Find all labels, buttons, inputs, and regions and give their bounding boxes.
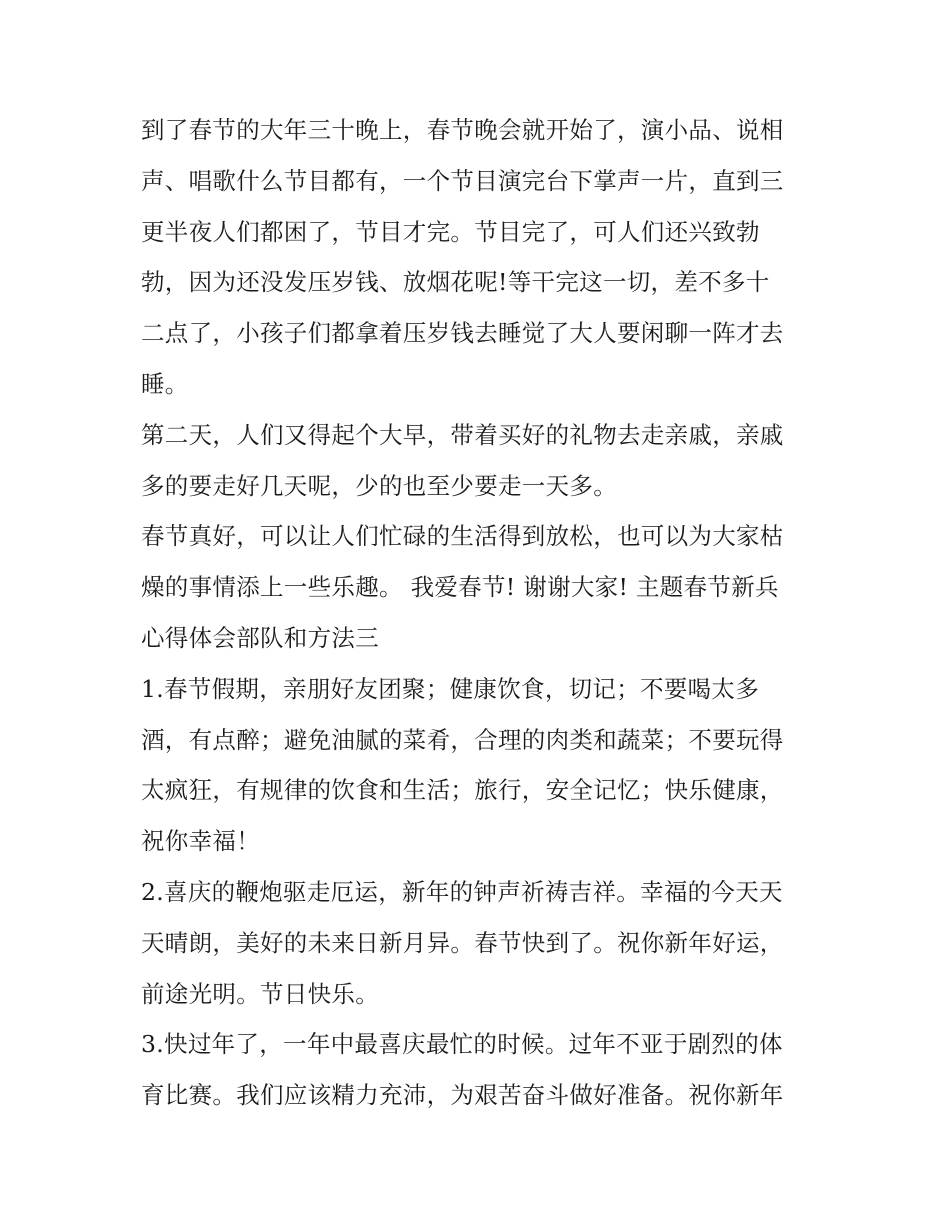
text-line-20: 育比赛。我们应该精力充沛，为艰苦奋斗做好准备。祝你新年 — [141, 1081, 784, 1110]
text-line-4: 勃，因为还没发压岁钱、放烟花呢!等干完这一切，差不多十 — [141, 268, 770, 297]
text-line-5: 二点了，小孩子们都拿着压岁钱去睡觉了大人要闲聊一阵才去 — [141, 319, 784, 348]
text-line-17: 天晴朗，美好的未来日新月异。春节快到了。祝你新年好运， — [141, 928, 784, 957]
text-line-18: 前途光明。节日快乐。 — [141, 979, 379, 1008]
text-line-12: 1.春节假期，亲朋好友团聚；健康饮食，切记；不要喝太多 — [141, 674, 760, 703]
text-line-3: 更半夜人们都困了，节目才完。节目完了，可人们还兴致勃 — [141, 217, 760, 246]
text-line-16: 2.喜庆的鞭炮驱走厄运，新年的钟声祈祷吉祥。幸福的今天天 — [141, 877, 783, 906]
text-line-7: 第二天，人们又得起个大早，带着买好的礼物去走亲戚，亲戚 — [141, 420, 784, 449]
text-line-8: 多的要走好几天呢，少的也至少要走一天多。 — [141, 471, 617, 500]
text-line-2: 声、唱歌什么节目都有，一个节目演完台下掌声一片，直到三 — [141, 166, 784, 195]
text-line-14: 太疯狂，有规律的饮食和生活；旅行，安全记忆；快乐健康， — [141, 776, 784, 805]
text-line-11: 心得体会部队和方法三 — [141, 623, 379, 652]
text-line-19: 3.快过年了，一年中最喜庆最忙的时候。过年不亚于剧烈的体 — [141, 1030, 783, 1059]
document-body — [141, 105, 821, 1121]
text-line-15: 祝你幸福！ — [141, 827, 260, 856]
text-line-9: 春节真好，可以让人们忙碌的生活得到放松，也可以为大家枯 — [141, 522, 784, 551]
text-line-6: 睡。 — [141, 369, 189, 398]
text-line-13: 酒，有点醉；避免油腻的菜肴，合理的肉类和蔬菜；不要玩得 — [141, 725, 784, 754]
text-line-1: 到了春节的大年三十晚上，春节晚会就开始了，演小品、说相 — [141, 116, 784, 144]
text-line-10: 燥的事情添上一些乐趣。 我爱春节! 谢谢大家! 主题春节新兵 — [141, 573, 779, 602]
